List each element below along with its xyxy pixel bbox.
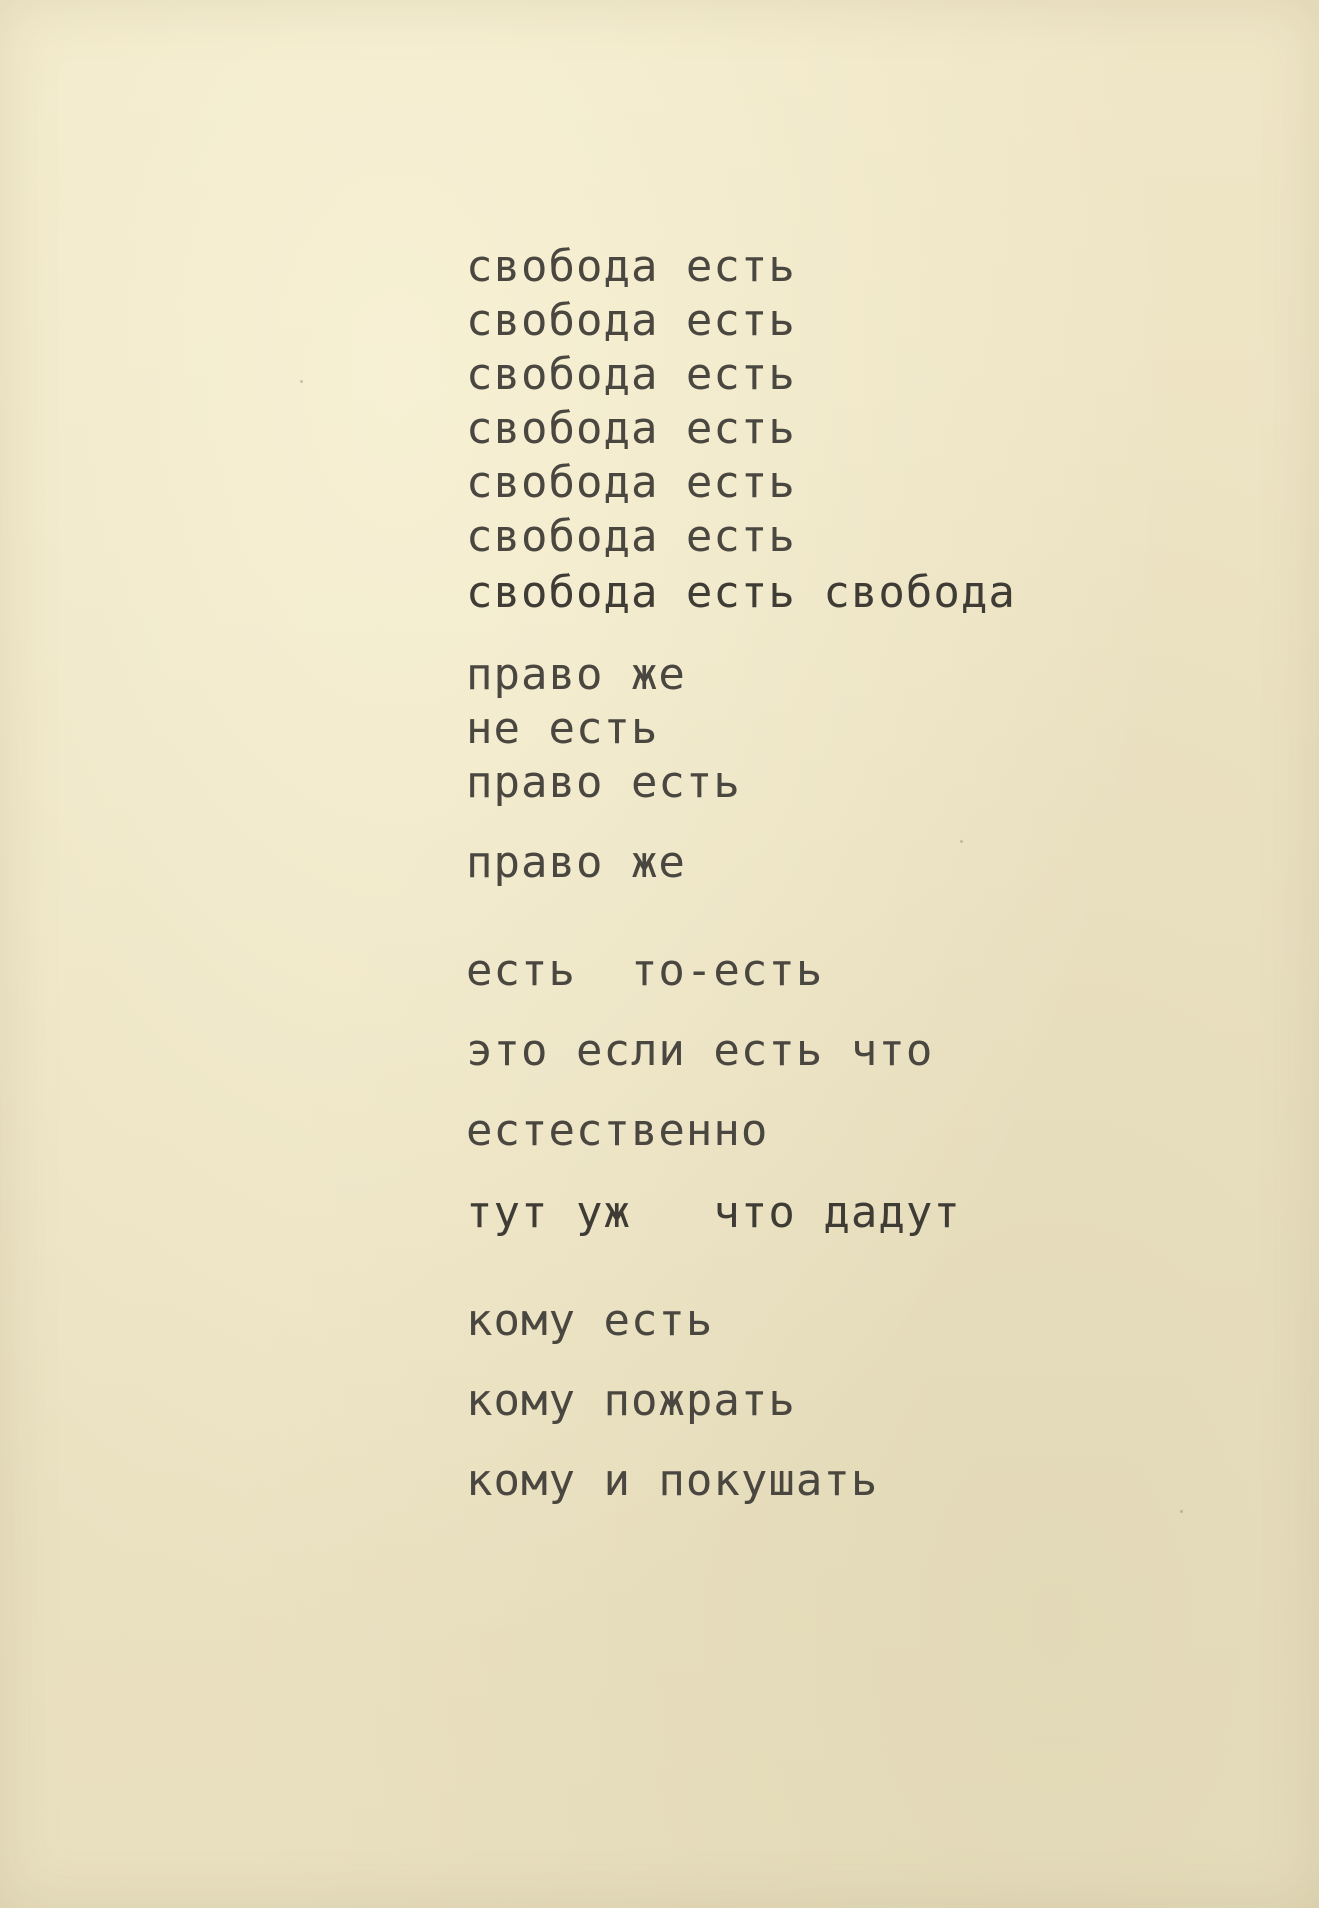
poem-line: свобода есть [466, 403, 796, 454]
poem-line: свобода есть [466, 241, 796, 292]
poem-line: тут уж что дадут [466, 1187, 961, 1238]
poem-line: свобода есть [466, 457, 796, 508]
poem-line: есть то-есть [466, 945, 824, 996]
poem-line: кому есть [466, 1295, 714, 1346]
paper-speck [300, 380, 303, 383]
poem-line: право же [466, 837, 686, 888]
poem-line: свобода есть свобода [466, 567, 1016, 618]
poem-line: право есть [466, 757, 741, 808]
poem-line: право же [466, 649, 686, 700]
poem-line: свобода есть [466, 349, 796, 400]
poem-line: кому и покушать [466, 1455, 879, 1506]
poem-line: кому пожрать [466, 1375, 796, 1426]
paper-speck [1180, 1510, 1183, 1513]
poem-line: свобода есть [466, 511, 796, 562]
poem-line: это если есть что [466, 1025, 934, 1076]
poem-line: свобода есть [466, 295, 796, 346]
poem-line: естественно [466, 1105, 769, 1156]
poem-text [466, 0, 1286, 1506]
poem-line: не есть [466, 703, 659, 754]
